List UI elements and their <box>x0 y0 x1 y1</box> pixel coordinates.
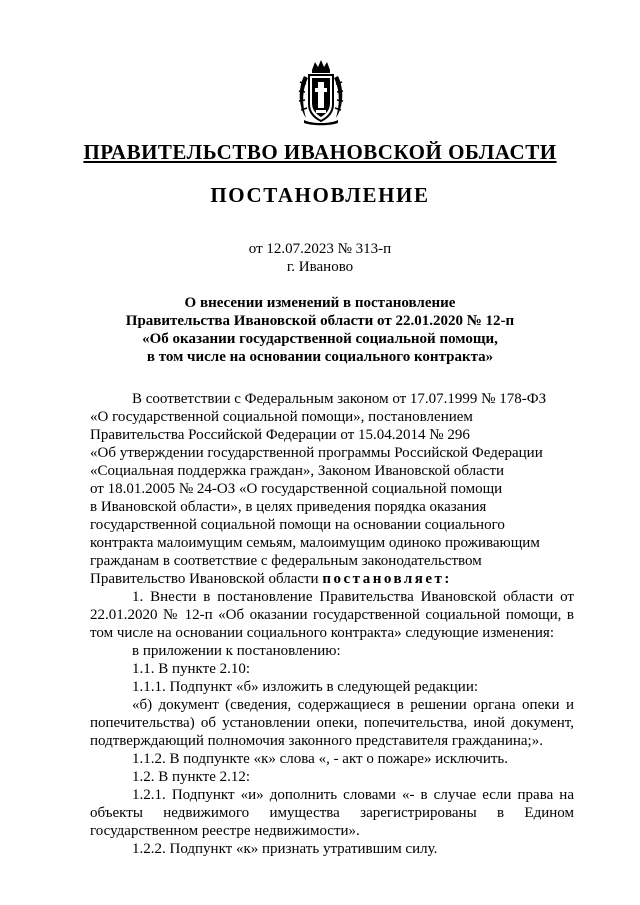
preamble-line: В соответствии с Федеральным законом от 17.07.1999 № 178-ФЗ <box>132 391 547 407</box>
preamble-line: «Социальная поддержка граждан», Законом Ивановской области <box>90 463 505 479</box>
preamble-last-text: Правительство Ивановской области <box>90 571 323 587</box>
preamble-line: гражданам в соответствие с федеральным законодательством <box>90 553 482 569</box>
document-city: г. Иваново <box>286 259 354 275</box>
coat-of-arms-emblem <box>296 58 346 126</box>
document-subject <box>0 294 640 366</box>
item-1-1: 1.1. В пункте 2.10: <box>132 661 251 677</box>
preamble-line: государственной социальной помощи на основании социального <box>90 517 505 533</box>
preamble-last-line <box>90 570 574 588</box>
document-body <box>90 390 574 858</box>
item-1-2: 1.2. В пункте 2.12: <box>132 769 251 785</box>
item-1-intro: в приложении к постановлению: <box>132 643 341 659</box>
government-title: ПРАВИТЕЛЬСТВО ИВАНОВСКОЙ ОБЛАСТИ <box>83 140 557 164</box>
preamble-line: Правительства Российской Федерации от 15.04.2014 № 296 <box>90 427 470 443</box>
preamble-line: контракта малоимущим семьям, малоимущим одиноко проживающим <box>90 535 540 551</box>
subject-line: Правительства Ивановской области от 22.01.2020 № 12-п <box>125 313 515 329</box>
preamble-line: «О государственной социальной помощи», постановлением <box>90 409 473 425</box>
item-1: 1. Внести в постановление Правительства Ивановской области от 22.01.2020 № 12-п «Об оказании государственной социальной помощи, в том числе на основании социального контракта» следующие изменения: <box>90 589 574 641</box>
resolution-keyword: постановляет: <box>322 571 452 587</box>
document-type: ПОСТАНОВЛЕНИЕ <box>210 183 430 207</box>
item-1-1-1-text: «б) документ (сведения, содержащиеся в решении органа опеки и попечительства) об установлении опеки, попечительства, иной документ, подтверждающий полномочия законного представителя гражданина;». <box>90 697 574 749</box>
item-1-1-1: 1.1.1. Подпункт «б» изложить в следующей редакции: <box>132 679 479 695</box>
item-1-2-2: 1.2.2. Подпункт «к» признать утратившим силу. <box>132 841 438 857</box>
subject-line: «Об оказании государственной социальной помощи, <box>142 331 498 347</box>
subject-line: в том числе на основании социального контракта» <box>146 349 494 365</box>
item-1-2-1: 1.2.1. Подпункт «и» дополнить словами «- в случае если права на объекты недвижимого имущества зарегистрированы в Едином государственном реестре недвижимости». <box>90 787 574 839</box>
preamble-line: «Об утверждении государственной программы Российской Федерации <box>90 445 543 461</box>
subject-line: О внесении изменений в постановление <box>184 295 456 311</box>
item-1-1-2: 1.1.2. В подпункте «к» слова «, - акт о пожаре» исключить. <box>132 751 509 767</box>
preamble-line: от 18.01.2005 № 24-ОЗ «О государственной социальной помощи <box>90 481 503 497</box>
preamble-line: в Ивановской области», в целях приведения порядка оказания <box>90 499 487 515</box>
document-date-number: от 12.07.2023 № 313-п <box>248 241 392 257</box>
